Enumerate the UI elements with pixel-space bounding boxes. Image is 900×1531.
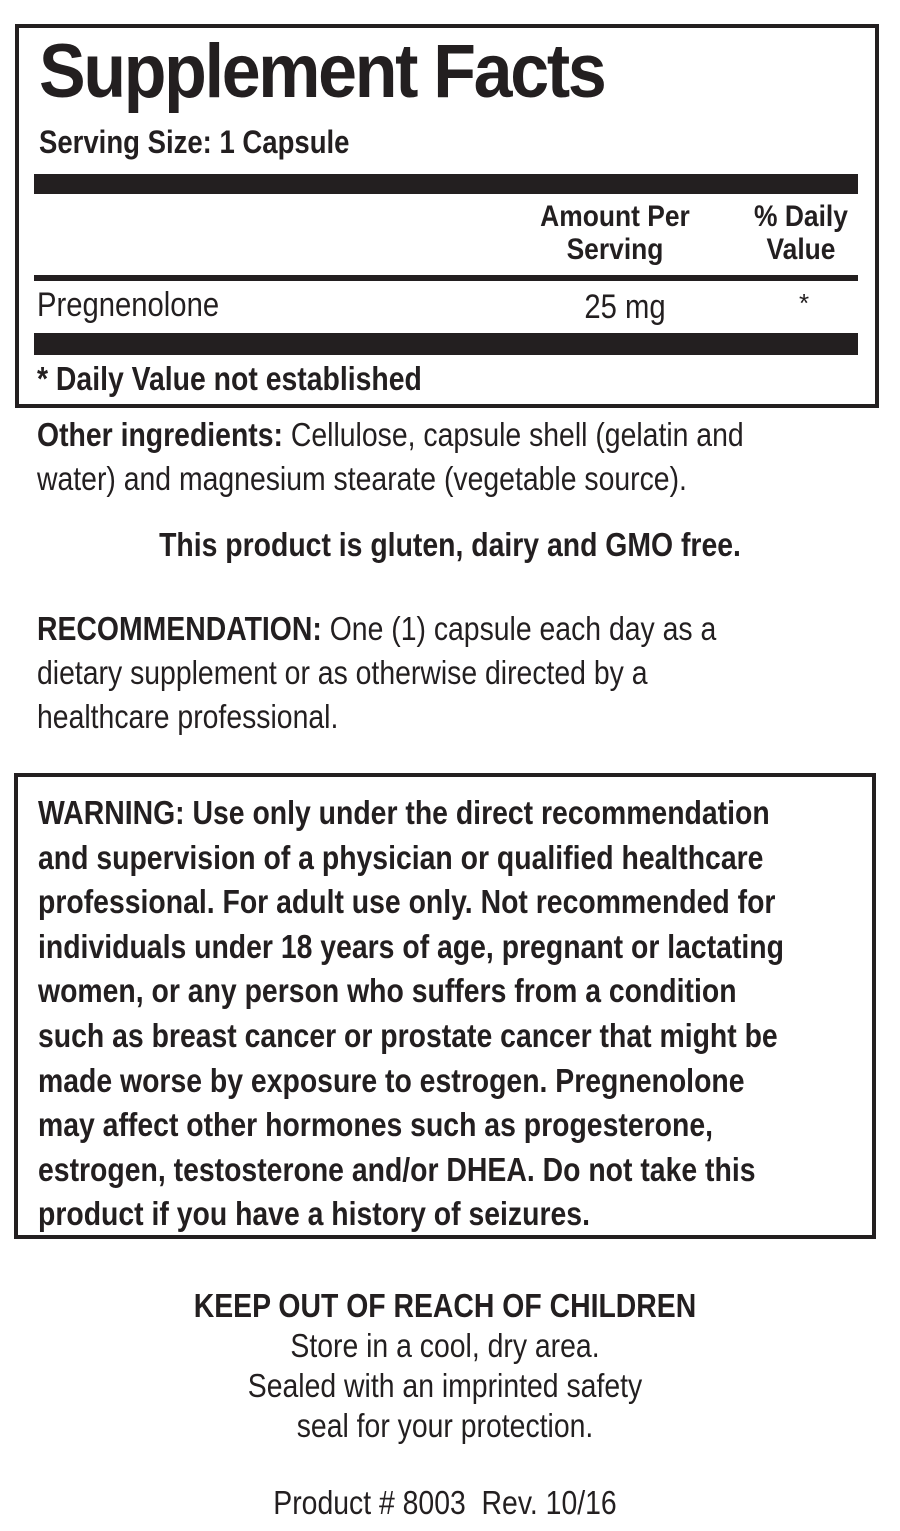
warning-line: women, or any person who suffers from a condition [38, 972, 737, 1010]
header-divider-bar [34, 275, 858, 281]
warning-line: estrogen, testosterone and/or DHEA. Do not take this [38, 1150, 756, 1188]
warning-line: individuals under 18 years of age, pregnant or lactating [38, 927, 784, 965]
recommendation-label: RECOMMENDATION: [37, 610, 322, 647]
other-ingredients-line1 [37, 418, 811, 462]
supplement-facts-title: Supplement Facts [39, 29, 605, 114]
warning-line: made worse by exposure to estrogen. Pregnenolone [38, 1061, 745, 1099]
ingredient-amount: 25 mg [584, 288, 666, 326]
warning-line: such as breast cancer or prostate cancer that might be [38, 1016, 778, 1054]
other-ingredients-label: Other ingredients: [37, 416, 283, 453]
serving-size: Serving Size: 1 Capsule [39, 124, 350, 160]
recommendation-line2: dietary supplement or as otherwise directed by a [37, 654, 648, 691]
daily-value-footnote: * Daily Value not established [37, 360, 422, 397]
storage-line1: Store in a cool, dry area. [290, 1327, 600, 1364]
warning-line: WARNING: Use only under the direct recommendation [38, 794, 770, 831]
recommendation-line1-text: One (1) capsule each day as a [321, 610, 717, 647]
other-ingredients-line2: water) and magnesium stearate (vegetable source). [37, 460, 687, 497]
warning-text [38, 791, 784, 1237]
ingredient-name: Pregnenolone [37, 286, 220, 324]
warning-line: product if you have a history of seizures. [38, 1195, 590, 1233]
recommendation [37, 612, 716, 744]
amount-header-line1: Amount Per [540, 200, 690, 233]
ingredient-daily-value: * [798, 288, 810, 318]
amount-per-serving-header [527, 200, 703, 266]
warning-line: and supervision of a physician or qualified healthcare [38, 838, 764, 876]
product-number: Product # 8003 Rev. 10/16 [273, 1484, 617, 1521]
dv-header-line1: % Daily [754, 200, 848, 233]
bottom-divider-bar [34, 333, 858, 355]
storage-line3: seal for your protection. [296, 1407, 594, 1444]
warning-line: may affect other hormones such as progesterone, [38, 1106, 714, 1144]
keep-out-of-reach-heading: KEEP OUT OF REACH OF CHILDREN [193, 1287, 697, 1324]
warning-line: professional. For adult use only. Not recommended for [38, 883, 776, 921]
free-from-statement: This product is gluten, dairy and GMO free. [159, 526, 741, 563]
warning-box [14, 773, 876, 1239]
other-ingredients [37, 418, 811, 506]
recommendation-line3: healthcare professional. [37, 698, 339, 735]
other-ingredients-line1-text: Cellulose, capsule shell (gelatin and [282, 416, 744, 453]
amount-header-line2: Serving [566, 233, 664, 266]
storage-instructions [62, 1286, 827, 1446]
daily-value-header [739, 200, 862, 266]
recommendation-line1 [37, 612, 716, 656]
storage-line2: Sealed with an imprinted safety [247, 1367, 643, 1404]
dv-header-line2: Value [766, 233, 836, 266]
top-divider-bar [34, 174, 858, 194]
supplement-facts-panel [15, 24, 879, 408]
